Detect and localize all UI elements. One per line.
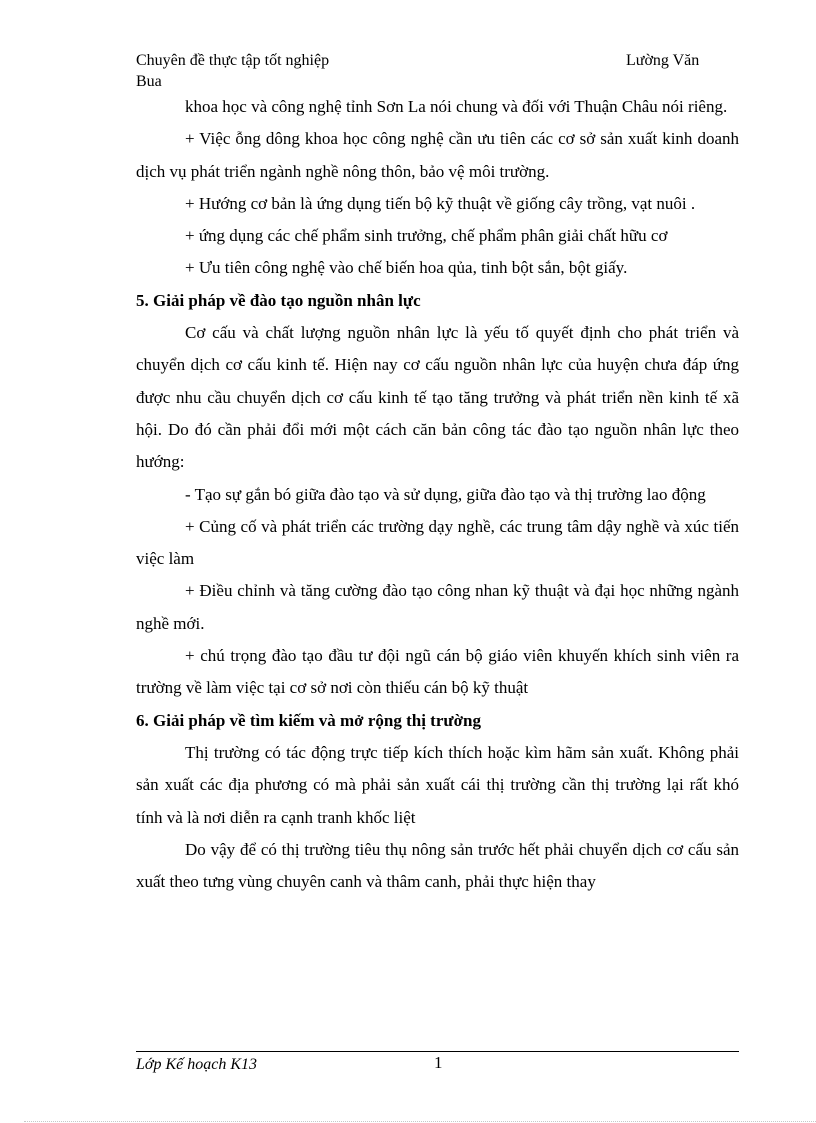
paragraph: + Củng cố và phát triển các trường dạy nghề, các trung tâm dậy nghề và xúc tiến việc làm <box>136 516 739 569</box>
footer-class-label: Lớp Kế hoạch K13 <box>136 1056 257 1073</box>
paragraph: Thị trường có tác động trực tiếp kích thích hoặc kìm hãm sản xuất. Không phải sản xuất các địa phương có mà phải sản xuất cái thị trường cần thị trường lại rất khó tính và là nơi diễn ra cạnh tranh khốc liệt <box>136 742 739 827</box>
header-author-continued: Bua <box>136 73 162 90</box>
section-heading-6: 6. Giải pháp về tìm kiếm và mở rộng thị trường <box>136 710 481 730</box>
paragraph: Do vậy để có thị trường tiêu thụ nông sản trước hết phải chuyển dịch cơ cấu sản xuất theo tưng vùng chuyên canh và thâm canh, phải thực hiện thay <box>136 839 739 892</box>
page-number: 1 <box>434 1053 443 1072</box>
paragraph: - Tạo sự gắn bó giữa đào tạo và sử dụng, giữa đào tạo và thị trường lao động <box>185 484 706 504</box>
paragraph: + chú trọng đào tạo đầu tư đội ngũ cán bộ giáo viên khuyến khích sinh viên ra trường về làm việc tại cơ sở nơi còn thiếu cán bộ kỹ thuật <box>136 646 739 698</box>
paragraph: + Điều chỉnh và tăng cường đào tạo công nhan kỹ thuật và đại học những ngành nghề mới. <box>136 581 739 633</box>
section-heading-5: 5. Giải pháp về đào tạo nguồn nhân lực <box>136 290 421 310</box>
paragraph: Cơ cấu và chất lượng nguồn nhân lực là yếu tố quyết định cho phát triển và chuyển dịch cơ cấu kinh tế. Hiện nay cơ cấu nguồn nhân lực của huyện chưa đáp ứng được nhu cầu chuyển dịch cơ cấu kinh tế tạo tăng trưởng và phát triển nền kinh tế xã hội. Do đó cần phải đổi mới một cách căn bản công tác đào tạo nguồn nhân lực theo hướng: <box>136 323 739 472</box>
page-bottom-edge <box>24 1121 816 1122</box>
header-author: Lường Văn <box>626 52 700 69</box>
document-body <box>136 91 739 898</box>
paragraph: + ứng dụng các chế phẩm sinh trưởng, chế phẩm phân giải chất hữu cơ <box>185 226 668 246</box>
paragraph: + Việc ỗng dông khoa học công nghệ cần ưu tiên các cơ sở sản xuất kinh doanh dịch vụ phát triển ngành nghề nông thôn, bảo vệ môi trường. <box>136 129 739 181</box>
paragraph: khoa học và công nghệ tỉnh Sơn La nói chung và đối với Thuận Châu nói riêng. <box>185 97 728 116</box>
paragraph: + Ưu tiên công nghệ vào chế biến hoa qủa, tinh bột sắn, bột giấy. <box>185 258 628 278</box>
paragraph: + Hướng cơ bản là ứng dụng tiến bộ kỹ thuật về giống cây trồng, vạt nuôi . <box>185 193 696 213</box>
header-title: Chuyên đề thực tập tốt nghiệp <box>136 52 330 69</box>
